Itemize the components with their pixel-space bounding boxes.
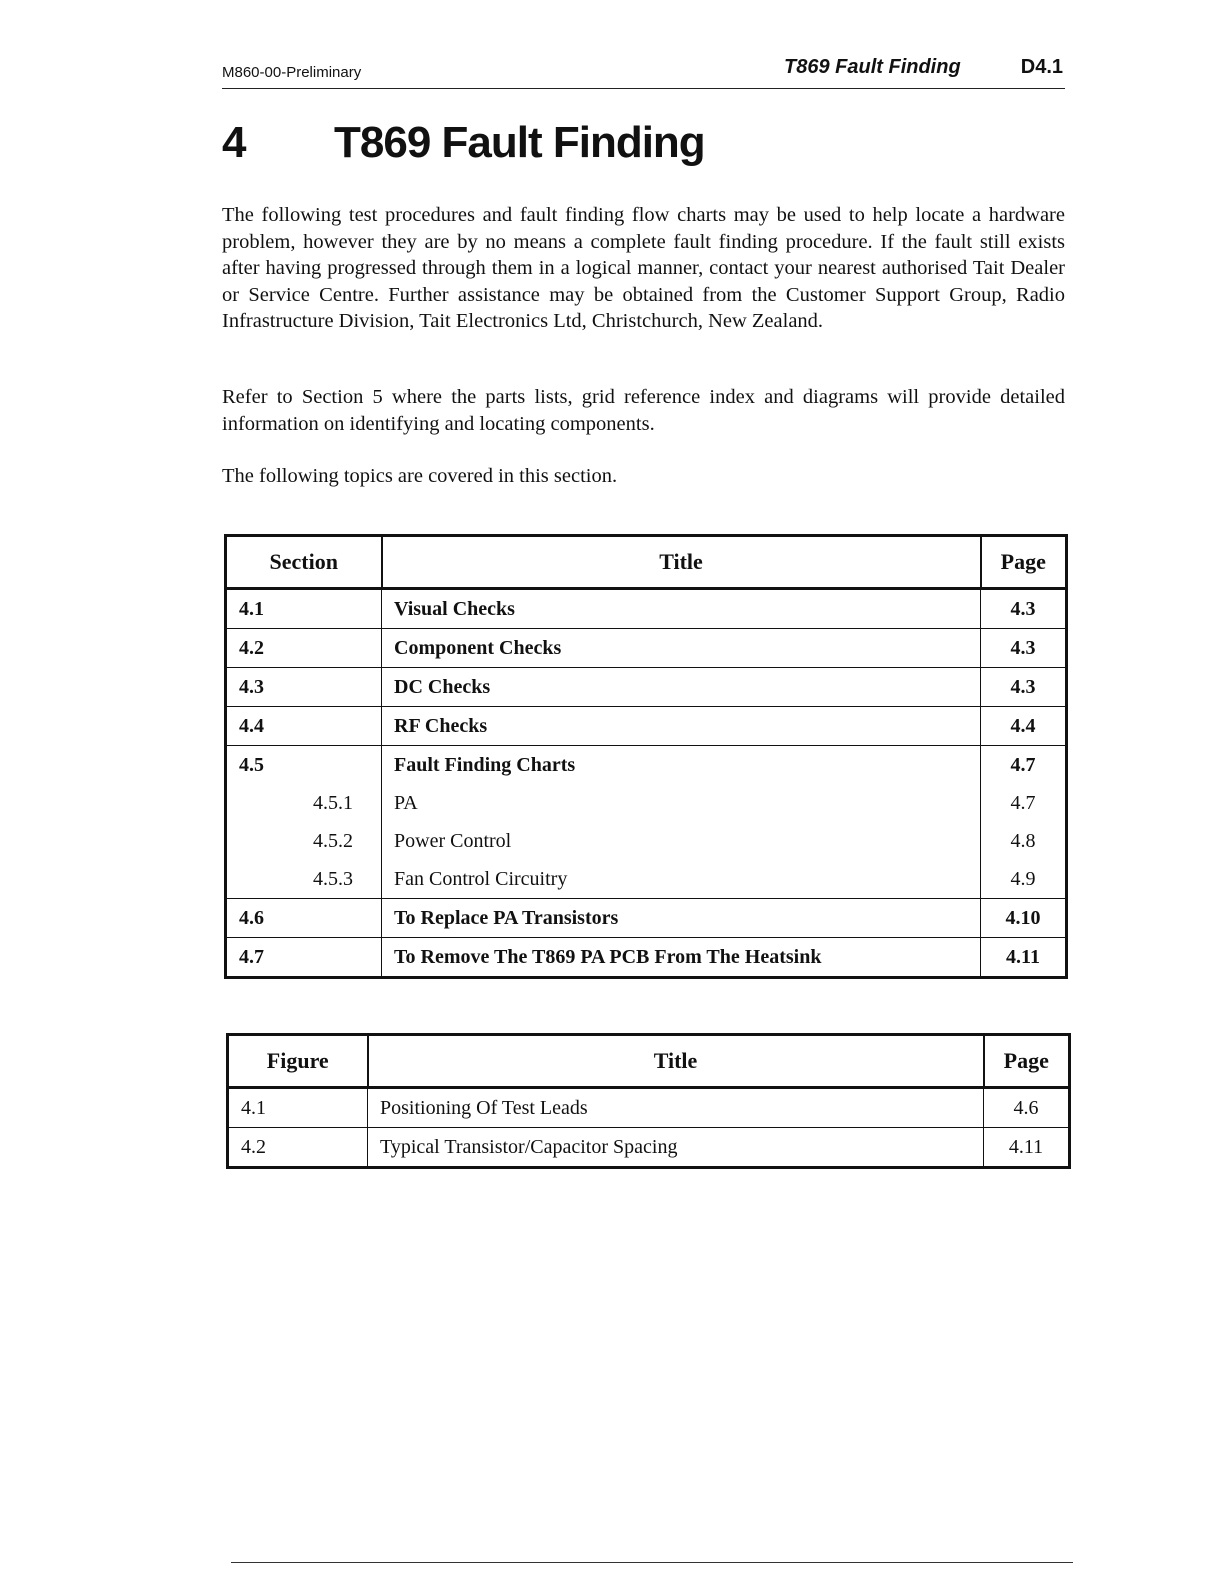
reference-paragraph: Refer to Section 5 where the parts lists, grid reference index and diagrams will provide detailed information on identifying and locating components.	[222, 386, 1065, 435]
figure-title: Positioning Of Test Leads	[368, 1088, 984, 1128]
section-number: 4.5	[226, 746, 382, 785]
section-title: To Replace PA Transistors	[382, 899, 981, 938]
intro-paragraph: The following test procedures and fault finding flow charts may be used to help locate a hardware problem, however they are by no means a complete fault finding procedure. If the fault still exists after having progressed through them in a logical manner, contact your nearest authorised Tait Dealer or Service Centre. Further assistance may be obtained from the Customer Support Group, Radio Infrastructure Division, Tait Electronics Ltd, Christchurch, New Zealand.	[222, 204, 1065, 332]
section-page: 4.10	[981, 899, 1067, 938]
title-column-header: Title	[368, 1035, 984, 1088]
section-title: RF Checks	[382, 707, 981, 746]
subsection-number: 4.5.2	[226, 822, 382, 860]
table-row	[226, 668, 1067, 707]
table-subrow	[226, 784, 1067, 822]
section-page: 4.3	[981, 668, 1067, 707]
table-header-row	[228, 1035, 1070, 1088]
section-column-header: Section	[226, 536, 382, 589]
figure-number: 4.1	[228, 1088, 368, 1128]
section-title: Component Checks	[382, 629, 981, 668]
sections-table	[224, 534, 1068, 979]
subsection-title: Fan Control Circuitry	[382, 860, 981, 899]
section-number: 4.1	[226, 589, 382, 629]
table-row	[226, 938, 1067, 978]
figure-column-header: Figure	[228, 1035, 368, 1088]
section-title: DC Checks	[382, 668, 981, 707]
topics-paragraph: The following topics are covered in this section.	[222, 465, 618, 487]
document-id: M860-00-Preliminary	[222, 64, 362, 81]
figure-page: 4.11	[984, 1128, 1070, 1168]
page-column-header: Page	[984, 1035, 1070, 1088]
subsection-number: 4.5.3	[226, 860, 382, 899]
section-page: 4.11	[981, 938, 1067, 978]
chapter-number: 4	[222, 118, 246, 167]
section-page: 4.3	[981, 629, 1067, 668]
section-title: To Remove The T869 PA PCB From The Heatsink	[382, 938, 981, 978]
section-page: 4.4	[981, 707, 1067, 746]
table-row	[226, 746, 1067, 785]
subsection-page: 4.7	[981, 784, 1067, 822]
section-title: Visual Checks	[382, 589, 981, 629]
section-page: 4.7	[981, 746, 1067, 785]
table-row	[226, 629, 1067, 668]
section-number: 4.3	[226, 668, 382, 707]
figures-table	[226, 1033, 1071, 1169]
table-row	[226, 589, 1067, 629]
section-number: 4.6	[226, 899, 382, 938]
footer-rule	[231, 1562, 1073, 1563]
subsection-page: 4.8	[981, 822, 1067, 860]
page-code: D4.1	[1020, 56, 1063, 78]
subsection-title: PA	[382, 784, 981, 822]
title-column-header: Title	[382, 536, 981, 589]
figure-number: 4.2	[228, 1128, 368, 1168]
subsection-title: Power Control	[382, 822, 981, 860]
section-number: 4.2	[226, 629, 382, 668]
table-row	[226, 707, 1067, 746]
page-column-header: Page	[981, 536, 1067, 589]
section-title: Fault Finding Charts	[382, 746, 981, 785]
subsection-number: 4.5.1	[226, 784, 382, 822]
table-row	[226, 899, 1067, 938]
section-page: 4.3	[981, 589, 1067, 629]
chapter-title: T869 Fault Finding	[334, 118, 705, 167]
table-subrow	[226, 822, 1067, 860]
figure-page: 4.6	[984, 1088, 1070, 1128]
table-row	[228, 1128, 1070, 1168]
figure-title: Typical Transistor/Capacitor Spacing	[368, 1128, 984, 1168]
table-row	[228, 1088, 1070, 1128]
section-number: 4.7	[226, 938, 382, 978]
page-header	[222, 52, 1065, 89]
subsection-page: 4.9	[981, 860, 1067, 899]
section-number: 4.4	[226, 707, 382, 746]
table-subrow	[226, 860, 1067, 899]
running-title: T869 Fault Finding	[784, 56, 961, 78]
table-header-row	[226, 536, 1067, 589]
